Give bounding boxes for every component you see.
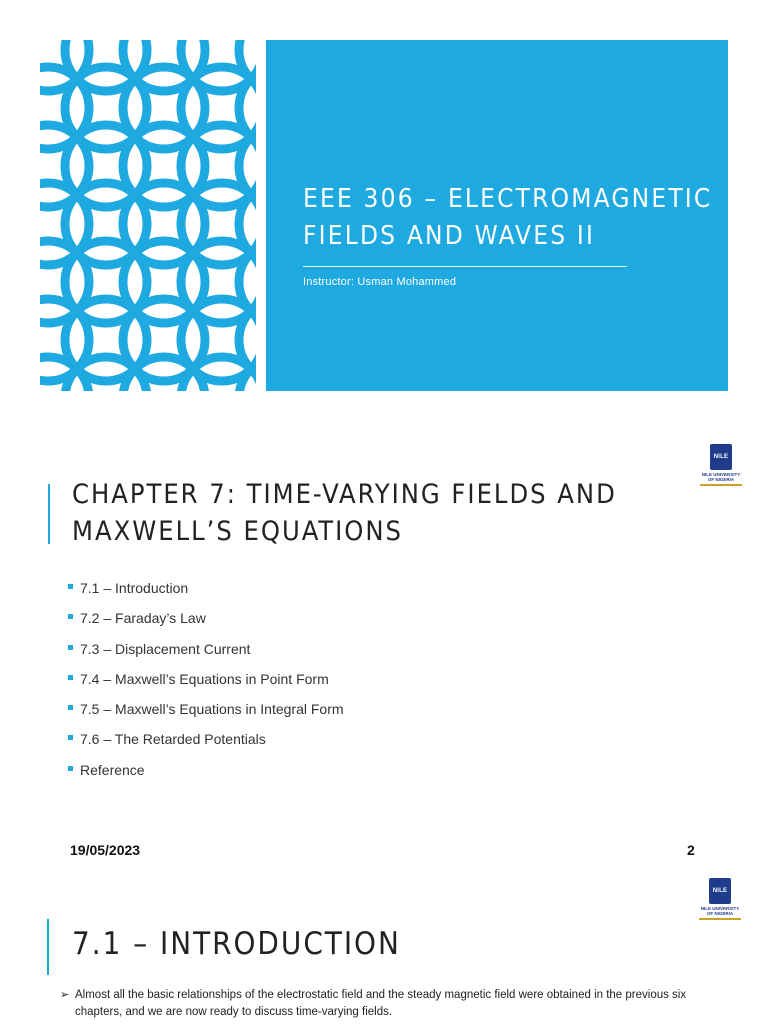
chapter-contents-list: [66, 578, 344, 790]
section-accent-bar: [47, 919, 49, 975]
square-bullet-icon: [68, 735, 73, 740]
title-divider: [303, 266, 627, 267]
decorative-pattern-panel: [40, 40, 256, 391]
square-bullet-icon: [68, 645, 73, 650]
title-panel: [266, 40, 728, 391]
logo-shield-icon: NILE: [709, 878, 731, 904]
logo-university-name: NILE UNIVERSITY: [701, 472, 741, 477]
logo-university-subtitle: OF NIGERIA: [706, 911, 734, 916]
square-bullet-icon: [68, 614, 73, 619]
logo-tagline-bar: [699, 918, 741, 920]
chapter-accent-bar: [48, 484, 50, 544]
deck-title: EEE 306 – ELECTROMAGNETIC FIELDS AND WAVES II: [303, 184, 713, 251]
logo-shield-icon: NILE: [710, 444, 732, 470]
list-item: 7.1 – Introduction: [66, 578, 344, 608]
list-item: Reference: [66, 760, 344, 790]
list-item: 7.2 – Faraday’s Law: [66, 608, 344, 638]
list-item: 7.4 – Maxwell’s Equations in Point Form: [66, 669, 344, 699]
chapter-title: CHAPTER 7: TIME-VARYING FIELDS AND MAXWELL’S EQUATIONS: [72, 479, 617, 547]
section-title: 7.1 – INTRODUCTION: [72, 926, 401, 962]
square-bullet-icon: [68, 705, 73, 710]
square-bullet-icon: [68, 675, 73, 680]
university-logo: [697, 878, 743, 922]
interlocking-circles-pattern: [40, 40, 256, 391]
intro-paragraph: ➢ Almost all the basic relationships of the electrostatic field and the steady magnetic field were obtained in the previous six chapters, and we are now ready to discuss time-varying fields.: [60, 989, 687, 1018]
university-logo: [698, 444, 744, 488]
logo-university-name: NILE UNIVERSITY: [700, 906, 740, 911]
list-item: 7.5 – Maxwell’s Equations in Integral Form: [66, 699, 344, 729]
slide-date: 19/05/2023: [70, 842, 141, 858]
instructor-label: Instructor: Usman Mohammed: [303, 276, 457, 288]
slide-page-number: 2: [687, 842, 695, 858]
logo-university-subtitle: OF NIGERIA: [707, 477, 735, 482]
square-bullet-icon: [68, 766, 73, 771]
list-item: 7.6 – The Retarded Potentials: [66, 729, 344, 759]
list-item: 7.3 – Displacement Current: [66, 639, 344, 669]
square-bullet-icon: [68, 584, 73, 589]
logo-tagline-bar: [700, 484, 742, 486]
arrow-bullet-icon: ➢: [60, 989, 70, 1001]
